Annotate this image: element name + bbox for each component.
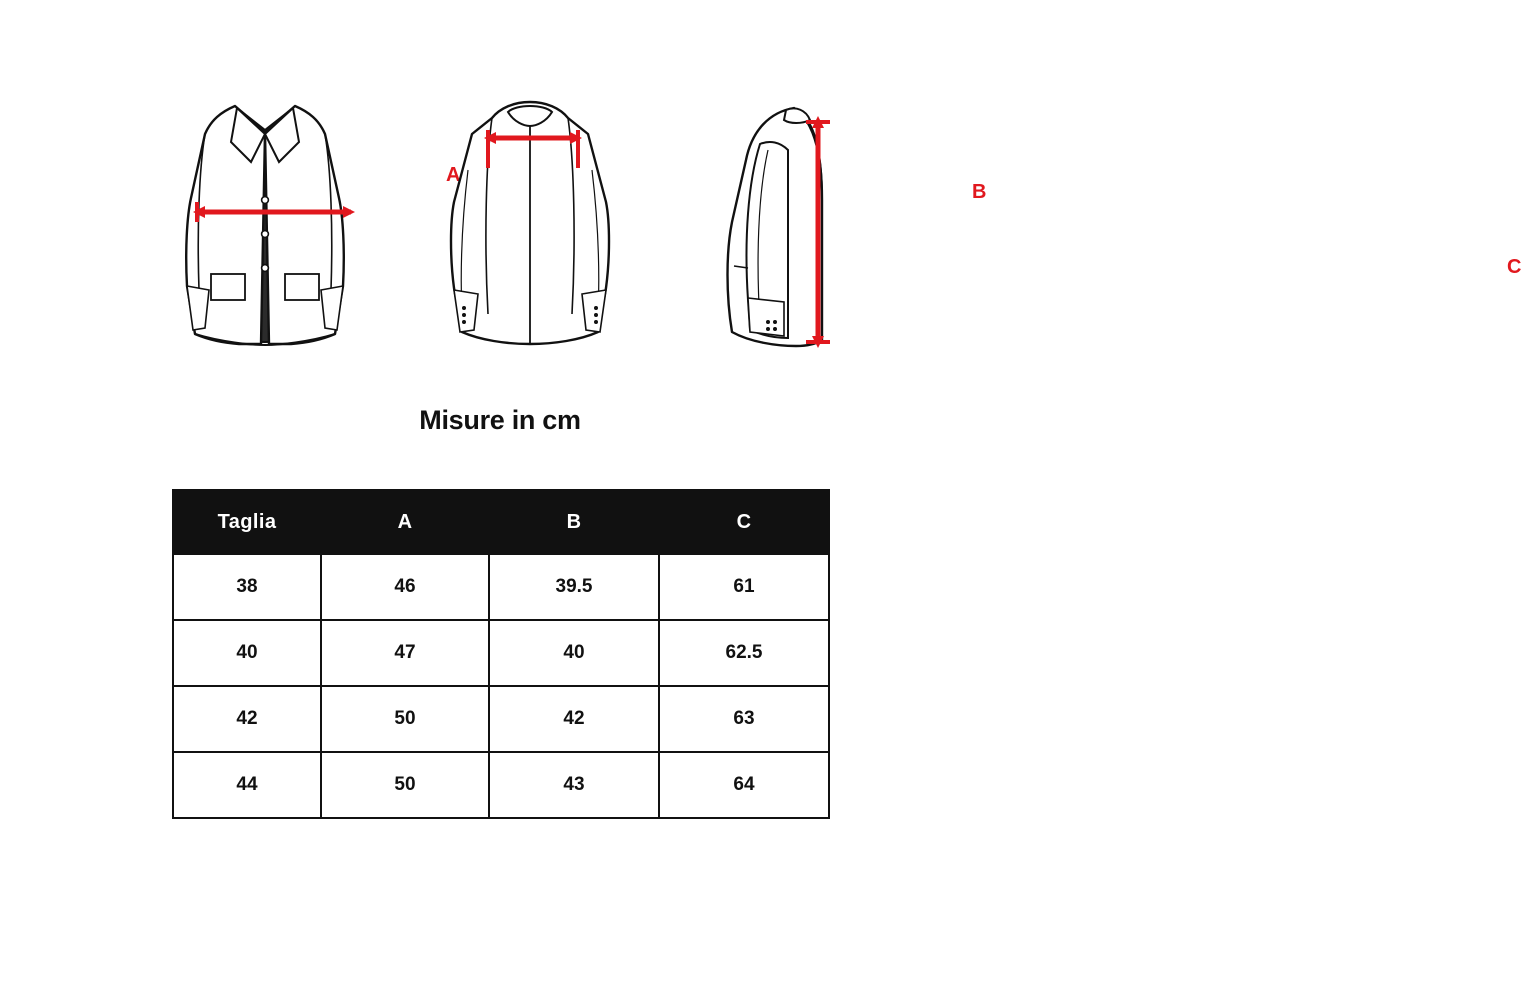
table-row: [173, 620, 829, 686]
cell-b: 43: [489, 752, 659, 818]
cell-b: 40: [489, 620, 659, 686]
cell-size: 40: [173, 620, 321, 686]
cell-size: 42: [173, 686, 321, 752]
cell-c: 62.5: [659, 620, 829, 686]
cell-a: 46: [321, 554, 489, 620]
table-header-row: [173, 490, 829, 554]
table-row: [173, 686, 829, 752]
cell-a: 50: [321, 752, 489, 818]
column-header-c: C: [659, 490, 829, 554]
cell-size: 38: [173, 554, 321, 620]
cell-c: 61: [659, 554, 829, 620]
size-chart-table: [172, 489, 830, 819]
measurement-diagram: [0, 90, 1521, 380]
cell-a: 50: [321, 686, 489, 752]
jacket-front-view: [165, 90, 461, 380]
column-header-b: B: [489, 490, 659, 554]
measure-label-c: C: [1507, 256, 1521, 278]
cell-c: 64: [659, 752, 829, 818]
column-header-a: A: [321, 490, 489, 554]
jacket-side-view: [690, 90, 1521, 380]
jacket-back-view: [430, 90, 987, 380]
cell-b: 42: [489, 686, 659, 752]
cell-c: 63: [659, 686, 829, 752]
cell-b: 39.5: [489, 554, 659, 620]
table-row: [173, 752, 829, 818]
cell-size: 44: [173, 752, 321, 818]
table-row: [173, 554, 829, 620]
measure-label-a: A: [446, 164, 461, 186]
cell-a: 47: [321, 620, 489, 686]
column-header-taglia: Taglia: [173, 490, 321, 554]
units-caption: Misure in cm: [419, 405, 581, 435]
measure-label-b: B: [972, 181, 987, 203]
